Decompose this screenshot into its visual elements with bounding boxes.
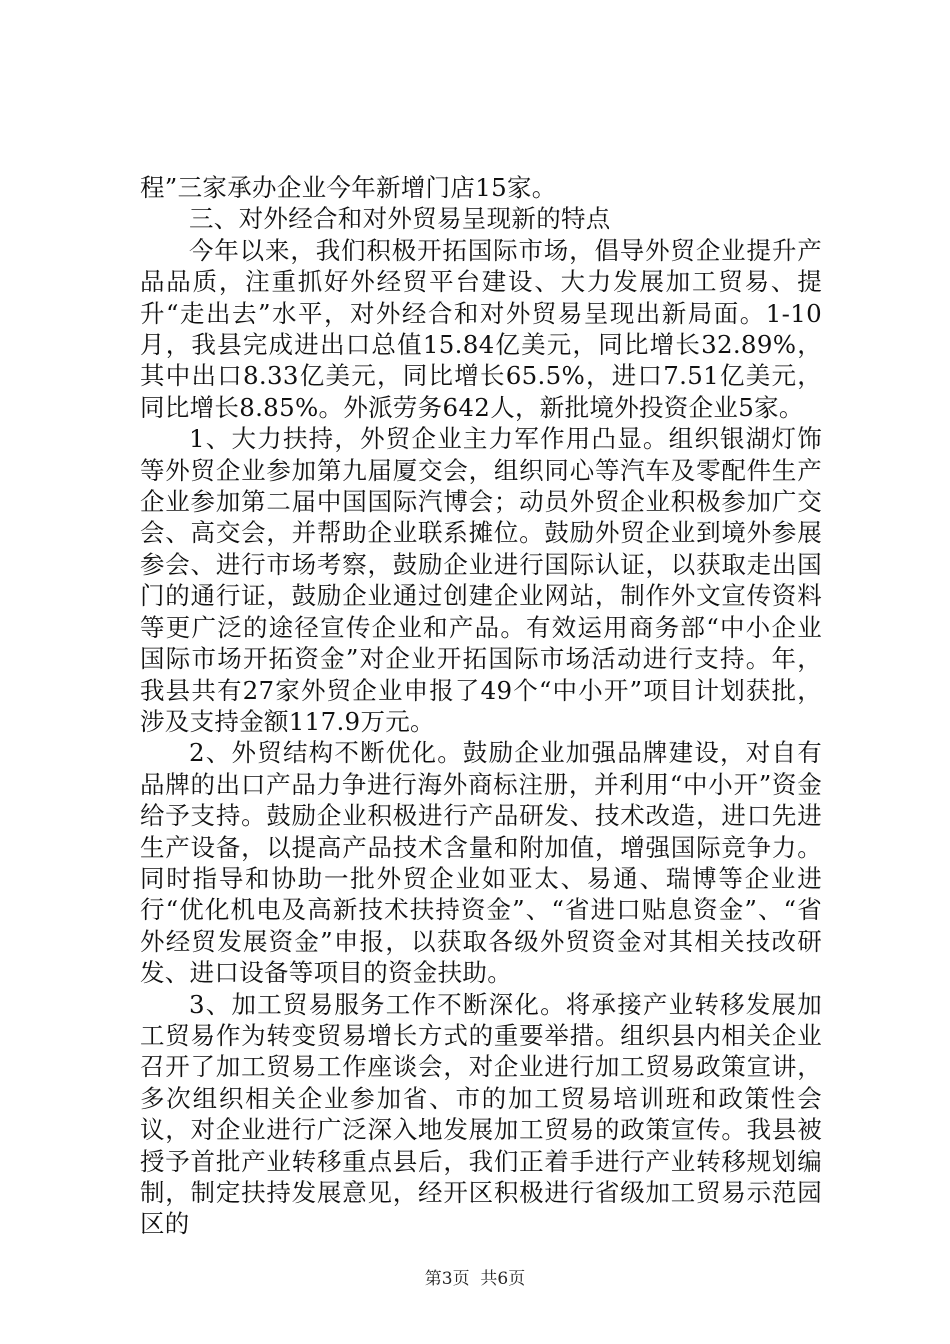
paragraph-overview: 今年以来，我们积极开拓国际市场，倡导外贸企业提升产品品质，注重抓好外经贸平台建设、大力发展加工贸易、提升“走出去”水平，对外经合和对外贸易呈现出新局面。1-10月，我县完成进出口总值15.84亿美元，同比增长32.89%，其中出口8.33亿美元，同比增长65.5%，进口7.51亿美元，同比增长8.85%。外派劳务642人，新批境外投资企业5家。 — [140, 235, 822, 422]
paragraph-continuation: 程”三家承办企业今年新增门店15家。 — [140, 173, 557, 202]
page-number: 第3页 共6页 — [424, 1269, 526, 1289]
paragraph-item-3: 3、加工贸易服务工作不断深化。将承接产业转移发展加工贸易作为转变贸易增长方式的重要举措。组织县内相关企业召开了加工贸易工作座谈会，对企业进行加工贸易政策宣讲，多次组织相关企业参加省、市的加工贸易培训班和政策性会议，对企业进行广泛深入地发展加工贸易的政策宣传。我县被授予首批产业转移重点县后，我们正着手进行产业转移规划编制，制定扶持发展意见，经开区积极进行省级加工贸易示范园区的 — [140, 989, 822, 1239]
document-body — [140, 172, 822, 1240]
paragraph-item-1: 1、大力扶持，外贸企业主力军作用凸显。组织银湖灯饰等外贸企业参加第九届厦交会，组织同心等汽车及零配件生产企业参加第二届中国国际汽博会；动员外贸企业积极参加广交会、高交会，并帮助企业联系摊位。鼓励外贸企业到境外参展参会、进行市场考察，鼓励企业进行国际认证，以获取走出国门的通行证，鼓励企业通过创建企业网站，制作外文宣传资料等更广泛的途径宣传企业和产品。有效运用商务部“中小企业国际市场开拓资金”对企业开拓国际市场活动进行支持。年，我县共有27家外贸企业申报了49个“中小开”项目计划获批，涉及支持金额117.9万元。 — [140, 424, 822, 736]
section-heading: 三、对外经合和对外贸易呈现新的特点 — [189, 204, 611, 234]
paragraph-item-2: 2、外贸结构不断优化。鼓励企业加强品牌建设，对自有品牌的出口产品力争进行海外商标注册，并利用“中小开”资金给予支持。鼓励企业积极进行产品研发、技术改造，进口先进生产设备，以提高产品技术含量和附加值，增强国际竞争力。同时指导和协助一批外贸企业如亚太、易通、瑞博等企业进行“优化机电及高新技术扶持资金”、“省进口贴息资金”、“省外经贸发展资金”申报，以获取各级外贸资金对其相关技改研发、进口设备等项目的资金扶助。 — [140, 738, 822, 988]
page-footer — [0, 1268, 950, 1290]
